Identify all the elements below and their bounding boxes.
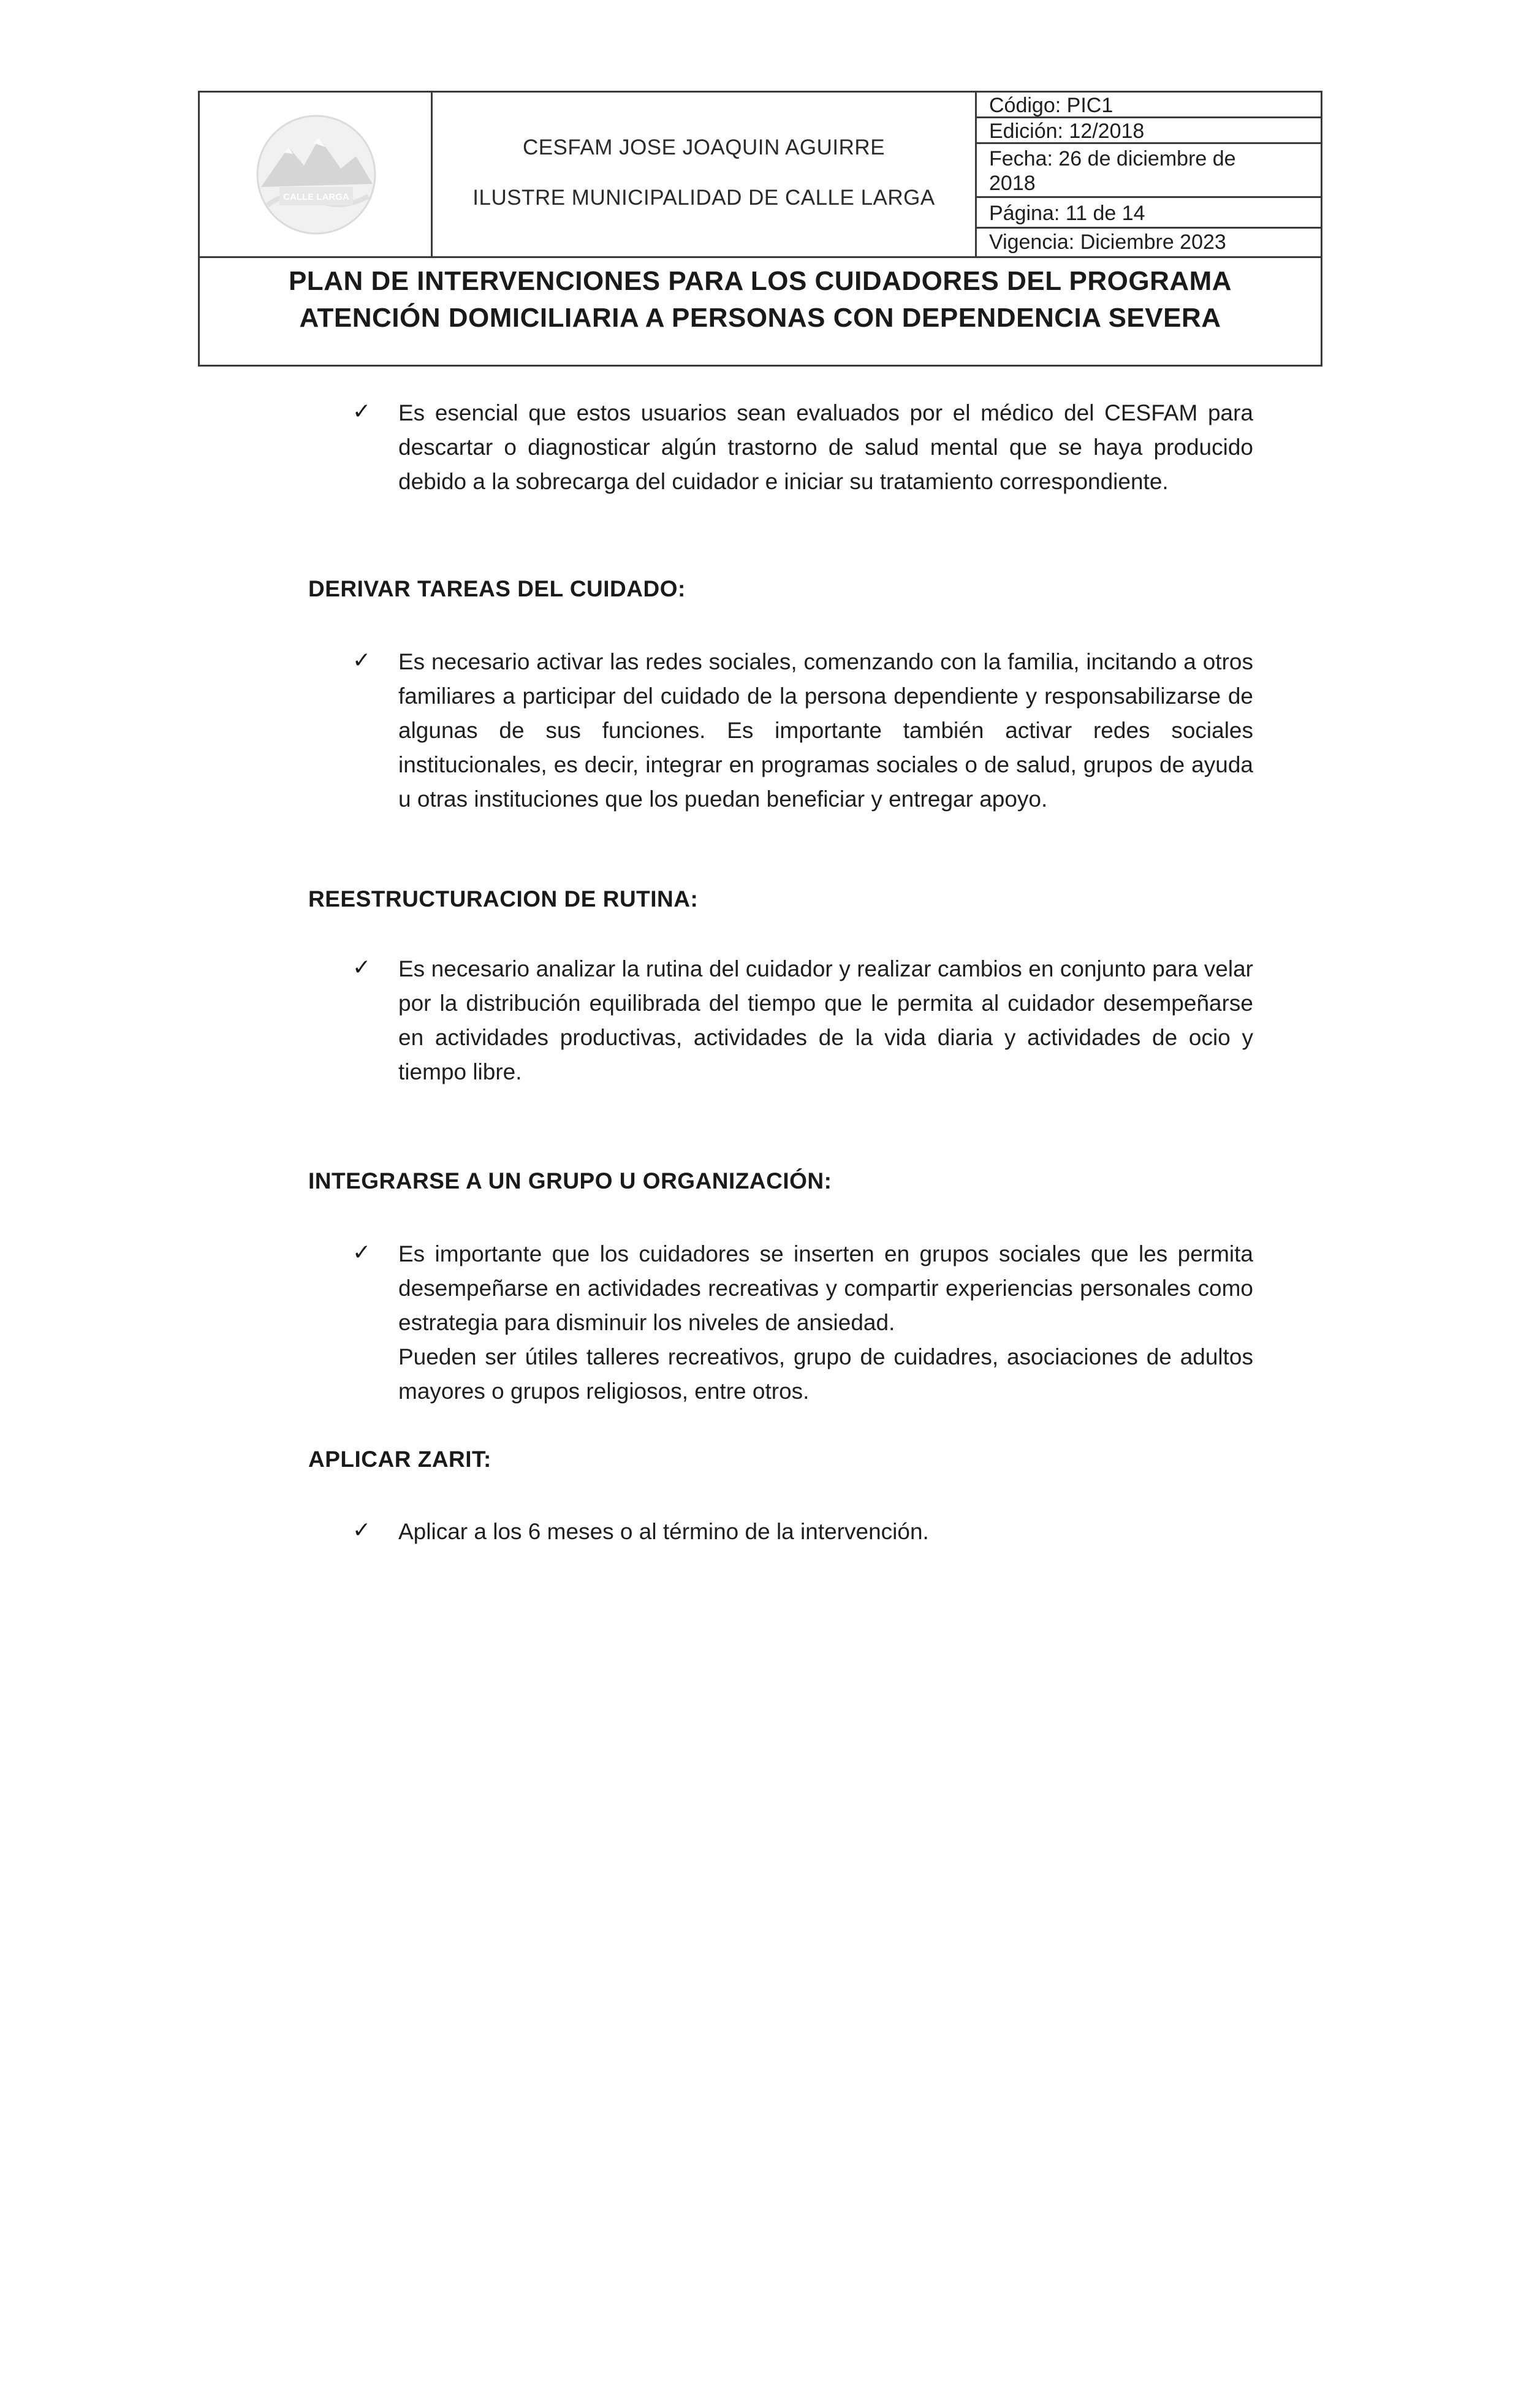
plan-title-line2: ATENCIÓN DOMICILIARIA A PERSONAS CON DEPENDENCIA SEVERA — [299, 303, 1221, 333]
header-top-row — [200, 93, 1321, 258]
bullet-text — [398, 952, 1253, 1089]
checkmark-icon: ✓ — [352, 1239, 371, 1265]
checkmark-icon: ✓ — [352, 1517, 371, 1542]
paragraph: Es necesario activar las redes sociales, comenzando con la familia, incitando a otros familiares a participar del cuidado de la persona dependiente y responsabilizarse de algunas de sus funciones. Es importante también activar redes sociales institucionales, es decir, integrar en programas sociales o de salud, grupos de ayuda u otras instituciones que los puedan beneficiar y entregar apoyo. — [398, 649, 1253, 812]
meta-vigencia: Vigencia: Diciembre 2023 — [989, 230, 1226, 254]
plan-title-line1: PLAN DE INTERVENCIONES PARA LOS CUIDADORES DEL PROGRAMA — [288, 266, 1232, 296]
plan-title — [200, 263, 1321, 337]
document-metadata-cell — [977, 93, 1321, 256]
meta-fecha — [977, 144, 1321, 198]
meta-fecha-line1: Fecha: 26 de diciembre de — [989, 147, 1236, 170]
logo-text: CALLE LARGA — [283, 192, 349, 202]
bullet-text — [398, 1515, 1253, 1549]
document-header-table — [198, 91, 1322, 367]
section-heading: APLICAR ZARIT: — [308, 1447, 491, 1472]
meta-edicion: Edición: 12/2018 — [977, 118, 1321, 144]
paragraph: Es esencial que estos usuarios sean evaluados por el médico del CESFAM para descartar o diagnosticar algún trastorno de salud mental que se haya producido debido a la sobrecarga del cuidador e iniciar su tratamiento correspondiente. — [398, 400, 1253, 494]
checkmark-icon: ✓ — [352, 647, 371, 672]
municipality-logo — [255, 113, 377, 236]
paragraph: Aplicar a los 6 meses o al término de la intervención. — [398, 1519, 929, 1544]
institution-cell — [433, 93, 977, 256]
bullet-text — [398, 1237, 1253, 1409]
paragraph: Es importante que los cuidadores se inserten en grupos sociales que les permita desempeñarse en actividades recreativas y compartir experiencias personales como estrategia para disminuir los niveles de ansiedad. — [398, 1241, 1253, 1335]
checkmark-icon: ✓ — [352, 954, 371, 980]
paragraph: Pueden ser útiles talleres recreativos, grupo de cuidadres, asociaciones de adultos mayores o grupos religiosos, entre otros. — [398, 1344, 1253, 1404]
bullet-text — [398, 396, 1253, 499]
meta-codigo: Código: PIC1 — [977, 93, 1321, 118]
municipality-name: ILUSTRE MUNICIPALIDAD DE CALLE LARGA — [472, 186, 935, 210]
section-heading: INTEGRARSE A UN GRUPO U ORGANIZACIÓN: — [308, 1168, 832, 1193]
meta-fecha-line2: 2018 — [989, 172, 1036, 195]
paragraph: Es necesario analizar la rutina del cuidador y realizar cambios en conjunto para velar por la distribución equilibrada del tiempo que le permita al cuidador desempeñarse en actividades productivas, actividades de la vida diaria y actividades de ocio y tiempo libre. — [398, 956, 1253, 1084]
section-heading: REESTRUCTURACION DE RUTINA: — [308, 886, 699, 911]
section-heading: DERIVAR TAREAS DEL CUIDADO: — [308, 576, 686, 601]
checkmark-icon: ✓ — [352, 398, 371, 424]
meta-pagina: Página: 11 de 14 — [977, 198, 1321, 229]
bullet-text — [398, 645, 1253, 816]
institution-name: CESFAM JOSE JOAQUIN AGUIRRE — [522, 135, 886, 159]
logo-cell — [200, 93, 433, 256]
